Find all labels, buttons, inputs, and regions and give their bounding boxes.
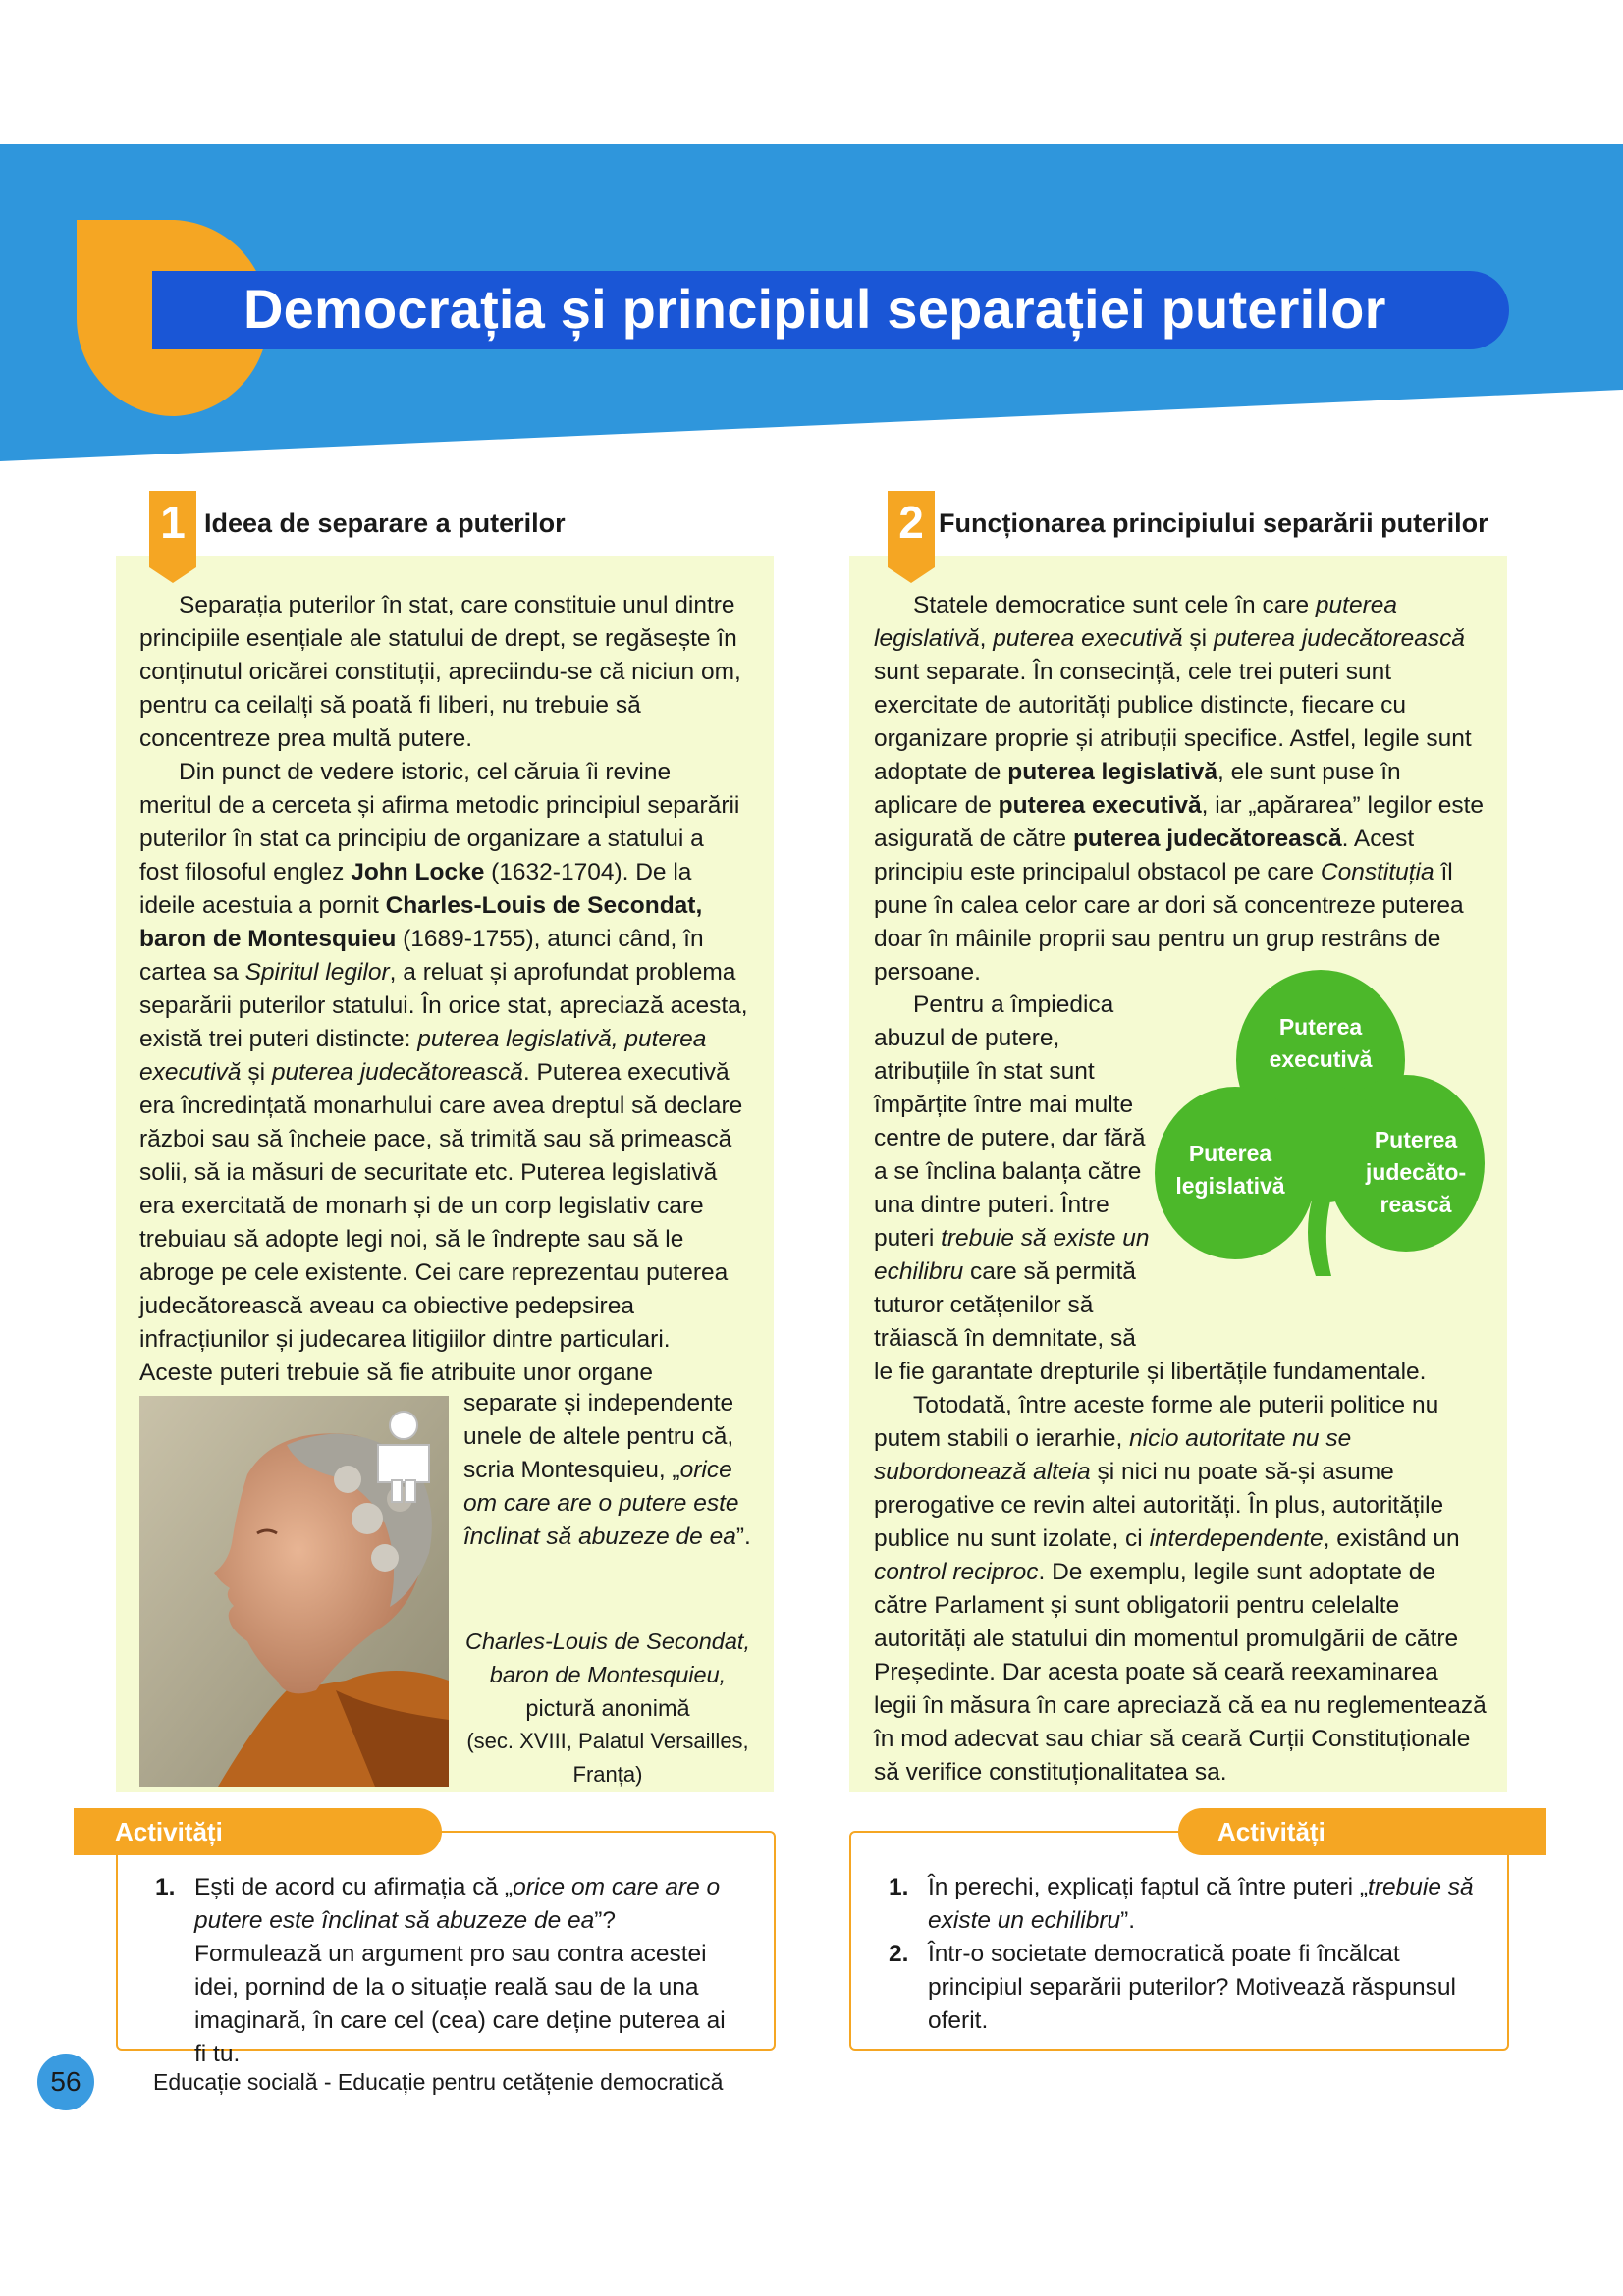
section-2-title: Funcționarea principiului separării puterilor <box>939 508 1488 538</box>
section-2-paragraph-2: Pentru a împiedica abuzul de putere, atribuțiile în stat sunt împărțite între mai multe centre de putere, dar fără a se înclina balanța către una dintre puteri. Între puteri trebuie să existe un echilibru care să permită tuturor cetățenilor să trăiască în demnitate, să <box>874 991 1150 1352</box>
clover-executive-line-1: Puterea <box>1278 1014 1363 1040</box>
caption-line-3: pictură anonimă <box>525 1695 690 1721</box>
activities-list-left <box>155 1871 734 2071</box>
clover-legislative-line-2: legislativă <box>1175 1173 1285 1199</box>
activity-number: 1. <box>155 1874 176 1900</box>
caption-line-5: Franța) <box>572 1762 643 1787</box>
clover-executive-line-2: executivă <box>1269 1046 1373 1072</box>
montesquieu-portrait <box>139 1396 449 1787</box>
activities-heading-left: Activități <box>74 1808 442 1855</box>
page-title: Democrația și principiul separației puterilor <box>243 278 1386 340</box>
caption-line-2: baron de Montesquieu, <box>489 1662 727 1687</box>
clover-judicial-line-2: judecăto- <box>1365 1159 1467 1185</box>
caption-line-4: (sec. XVIII, Palatul Versailles, <box>466 1729 749 1753</box>
footer-subject: Educație socială - Educație pentru cetățenie democratică <box>153 2069 724 2095</box>
three-powers-clover <box>1149 967 1488 1281</box>
section-1-paragraph-2: Din punct de vedere istoric, cel căruia îi revine meritul de a cerceta și afirma metodic principiul separării puterilor în stat ca principiu de organizare a statului a fost filosoful englez John Locke (1632-1704). De la ideile acestuia a pornit Charles-Louis de Secondat, baron de Montesquieu (1689-1755), atunci când, în cartea sa Spiritul legilor, a reluat și aprofundat problema separării puterilor statului. În orice stat, apreciază acesta, există trei puteri distincte: puterea legislativă, puterea executivă și puterea judecătorească. Puterea executivă era încredințată monarhului care avea dreptul să declare război sau să încheie pace, să trimită sau să primească solii, să ia măsuri de securitate etc. Puterea legislativă era exercitată de monarh și de un corp legislativ care trebuiau să adopte legi noi, să le îndrepte sau să le abroge pe cele existente. Cei care reprezentau puterea judecătorească aveau ca obiective pedepsirea infracțiunilor și judecarea litigiilor dintre particulari. Aceste puteri trebuie să fie atribuite unor organe <box>139 759 748 1386</box>
activity-number: 2. <box>889 1941 909 1967</box>
activities-list-right <box>889 1871 1478 2038</box>
section-2-paragraph-3: le fie garantate drepturile și libertățile fundamentale. Totodată, între aceste forme ale puterii politice nu putem stabili o ierarhie, nicio autoritate nu se subordonează alteia și nici nu poate să-și asume prerogative ce revin altei autorități. În plus, autoritățile publice nu sunt izolate, ci interdependente, existând un control reciproc. De exemplu, legile sunt adoptate de către Parlament și sunt obligatorii pentru celelalte autorități ale statului din momentul promulgării de către Președinte. Dar acesta poate să ceară reexaminarea legii în măsura în care apreciază că ea nu reglementează în mod adecvat sau chiar să ceară Curții Constituționale să verifice constituționalitatea sa. <box>874 1359 1487 1786</box>
caption-line-1: Charles-Louis de Secondat, <box>464 1629 750 1654</box>
section-1-paragraph-3: separate și independente unele de altele pentru că, scria Montesquieu, „orice om care are o putere este înclinat să abuzeze de ea”. <box>463 1390 751 1550</box>
section-1-paragraph-1: Separația puterilor în stat, care constituie unul dintre principiile esențiale ale statului de drept, se regăsește în conținutul oricărei constituții, apreciindu-se că niciun om, pentru ca ceilalți să poată fi liberi, nu trebuie să concentreze prea multă putere. <box>139 592 741 752</box>
activity-item: 2. Într-o societate democratică poate fi încălcat principiul separării puterilor? Motivează răspunsul oferit. <box>889 1938 1478 2038</box>
clover-legislative-line-1: Puterea <box>1188 1141 1272 1166</box>
activity-item: 1. Ești de acord cu afirmația că „orice om care are o putere este înclinat să abuzeze de ea”? Formulează un argument pro sau contra acestei idei, pornind de la o situație reală sau de la una imaginară, în care cel (cea) care deține puterea ai fi tu. <box>155 1871 734 2071</box>
page-number: 56 <box>37 2054 94 2110</box>
section-2-number: 2 <box>888 491 935 567</box>
section-1-number: 1 <box>149 491 196 567</box>
clover-judicial-line-1: Puterea <box>1374 1127 1458 1152</box>
clover-judicial-line-3: rească <box>1380 1192 1452 1217</box>
activity-number: 1. <box>889 1874 909 1900</box>
section-1-text <box>139 589 748 1390</box>
section-1-title: Ideea de separare a puterilor <box>204 508 566 538</box>
activities-heading-right: Activități <box>1178 1808 1546 1855</box>
activity-item: 1. În perechi, explicați faptul că între puteri „trebuie să existe un echilibru”. <box>889 1871 1478 1938</box>
section-2-paragraph-1: Statele democratice sunt cele în care puterea legislativă, puterea executivă și puterea judecătorească sunt separate. În consecință, cele trei puteri sunt exercitate de autorități publice distincte, fiecare cu organizare proprie și atribuții specifice. Astfel, legile sunt adoptate de puterea legislativă, ele sunt puse în aplicare de puterea executivă, iar „apărarea” legilor este asigurată de către puterea judecătorească. Acest principiu este principalul obstacol pe care Constituția îl pune în calea celor care ar dori să concentreze puterea doar în mâinile proprii sau pentru un grup restrâns de persoane. <box>874 592 1484 986</box>
portrait-caption <box>456 1625 760 1791</box>
